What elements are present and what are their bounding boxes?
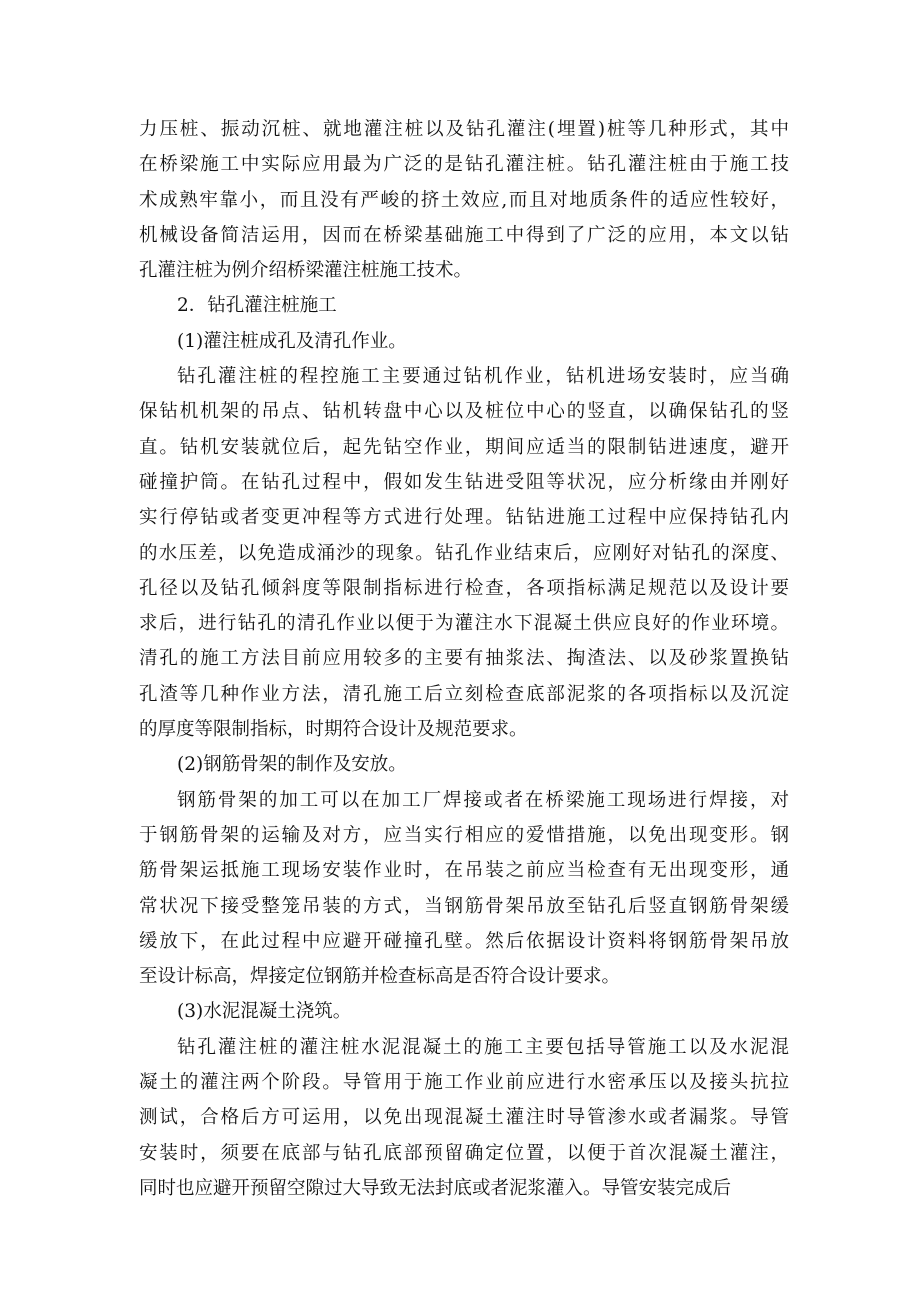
text-line: 机械设备简洁运用，因而在桥梁基础施工中得到了广泛的应用，本文以钻	[139, 224, 791, 246]
text-line: (1)灌注桩成孔及清孔作业。	[177, 330, 407, 352]
text-line: 钢筋骨架的加工可以在加工厂焊接或者在桥梁施工现场进行焊接，对	[177, 789, 791, 811]
text-line: 术成熟牢靠小，而且没有严峻的挤土效应,而且对地质条件的适应性较好，	[139, 189, 791, 211]
text-line: 碰撞护筒。在钻孔过程中，假如发生钻进受阻等状况，应分析缘由并刚好	[139, 471, 791, 493]
text-line: 测试，合格后方可运用，以免出现混凝土灌注时导管渗水或者漏浆。导管	[139, 1107, 791, 1129]
text-line: 于钢筋骨架的运输及对方，应当实行相应的爱惜措施，以免出现变形。钢	[139, 824, 791, 846]
text-line: 的厚度等限制指标，时期符合设计及规范要求。	[139, 719, 528, 741]
text-line: 孔灌注桩为例介绍桥梁灌注桩施工技术。	[139, 260, 473, 282]
text-line: 在桥梁施工中实际应用最为广泛的是钻孔灌注桩。钻孔灌注桩由于施工技	[139, 154, 791, 176]
text-line: 安装时，须要在底部与钻孔底部预留确定位置，以便于首次混凝土灌注，	[139, 1142, 791, 1164]
text-line: 钻孔灌注桩的程控施工主要通过钻机作业，钻机进场安装时，应当确	[177, 366, 791, 388]
text-line: 2．钻孔灌注桩施工	[177, 295, 337, 317]
text-line: 凝土的灌注两个阶段。导管用于施工作业前应进行水密承压以及接头抗拉	[139, 1072, 791, 1094]
text-line: (2)钢筋骨架的制作及安放。	[177, 754, 407, 776]
text-line: 筋骨架运抵施工现场安装作业时，在吊装之前应当检查有无出现变形，通	[139, 860, 791, 882]
text-line: 同时也应避开预留空隙过大导致无法封底或者泥浆灌入。导管安装完成后	[139, 1177, 732, 1199]
text-line: 实行停钻或者变更冲程等方式进行处理。钻钻进施工过程中应保持钻孔内	[139, 507, 791, 529]
text-line: 求后，进行钻孔的清孔作业以便于为灌注水下混凝土供应良好的作业环境。	[139, 613, 791, 635]
text-line: 缓放下，在此过程中应避开碰撞孔壁。然后依据设计资料将钢筋骨架吊放	[139, 930, 791, 952]
text-line: 孔渣等几种作业方法，清孔施工后立刻检查底部泥浆的各项指标以及沉淀	[139, 683, 791, 705]
text-line: (3)水泥混凝土浇筑。	[177, 1001, 352, 1023]
text-line: 孔径以及钻孔倾斜度等限制指标进行检查，各项指标满足规范以及设计要	[139, 577, 791, 599]
text-line: 清孔的施工方法目前应用较多的主要有抽浆法、掏渣法、以及砂浆置换钻	[139, 648, 791, 670]
text-line: 直。钻机安装就位后，起先钻空作业，期间应适当的限制钻进速度，避开	[139, 436, 791, 458]
text-line: 钻孔灌注桩的灌注桩水泥混凝土的施工主要包括导管施工以及水泥混	[177, 1036, 791, 1058]
text-line: 保钻机机架的吊点、钻机转盘中心以及桩位中心的竖直，以确保钻孔的竖	[139, 401, 791, 423]
text-line: 的水压差，以免造成涌沙的现象。钻孔作业结束后，应刚好对钻孔的深度、	[139, 542, 791, 564]
text-line: 至设计标高，焊接定位钢筋并检查标高是否符合设计要求。	[139, 966, 621, 988]
document-body	[139, 112, 789, 1206]
text-line: 力压桩、振动沉桩、就地灌注桩以及钻孔灌注(埋置)桩等几种形式，其中	[139, 119, 791, 140]
text-line: 常状况下接受整笼吊装的方式，当钢筋骨架吊放至钻孔后竖直钢筋骨架缓	[139, 895, 791, 917]
